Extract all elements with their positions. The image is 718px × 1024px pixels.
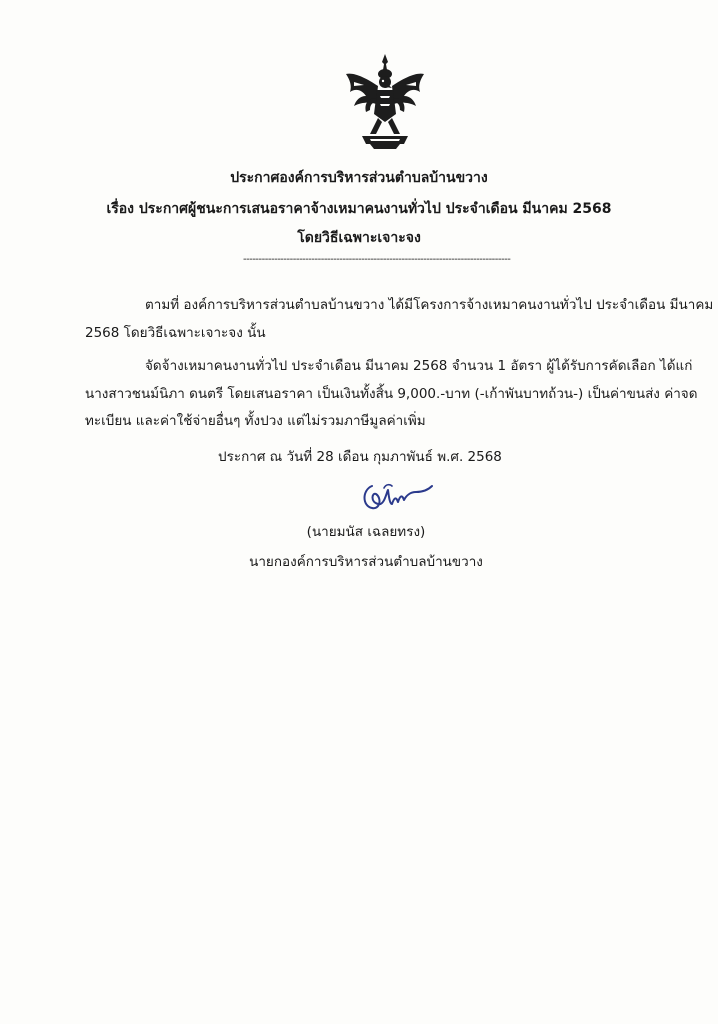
paragraph-2-line-2: นางสาวชนม์นิภา ดนตรี โดยเสนอราคา เป็นเงินทั้งสิ้น 9,000.-บาท (-เก้าพันบาทถ้วน-) เป็นค่าขนส่ง ค่าจด — [85, 386, 698, 402]
document-subject: เรื่อง ประกาศผู้ชนะการเสนอราคาจ้างเหมาคนงานทั่วไป ประจำเดือน มีนาคม 2568 — [106, 201, 612, 217]
paragraph-1-line-1: ตามที่ องค์การบริหารส่วนตำบลบ้านขวาง ได้มีโครงการจ้างเหมาคนงานทั่วไป ประจำเดือน มีนาคม — [145, 297, 714, 313]
paragraph-1-line-2: 2568 โดยวิธีเฉพาะเจาะจง นั้น — [85, 325, 266, 341]
document-title: ประกาศองค์การบริหารส่วนตำบลบ้านขวาง — [230, 170, 488, 186]
garuda-emblem-icon — [340, 52, 430, 150]
paragraph-2-line-1: จัดจ้างเหมาคนงานทั่วไป ประจำเดือน มีนาคม 2568 จำนวน 1 อัตรา ผู้ได้รับการคัดเลือก ได้แก่ — [145, 358, 693, 374]
paragraph-2-line-3: ทะเบียน และค่าใช้จ่ายอื่นๆ ทั้งปวง แต่ไม่รวมภาษีมูลค่าเพิ่ม — [85, 413, 426, 429]
document-method: โดยวิธีเฉพาะเจาะจง — [297, 230, 421, 246]
handwritten-signature — [358, 480, 434, 514]
header-divider: -------------------------------------------------------------------------------------- — [243, 254, 511, 265]
signer-title: นายกองค์การบริหารส่วนตำบลบ้านขวาง — [249, 554, 483, 570]
announcement-date: ประกาศ ณ วันที่ 28 เดือน กุมภาพันธ์ พ.ศ. 2568 — [218, 449, 502, 465]
signer-name: (นายมนัส เฉลยทรง) — [306, 524, 426, 540]
